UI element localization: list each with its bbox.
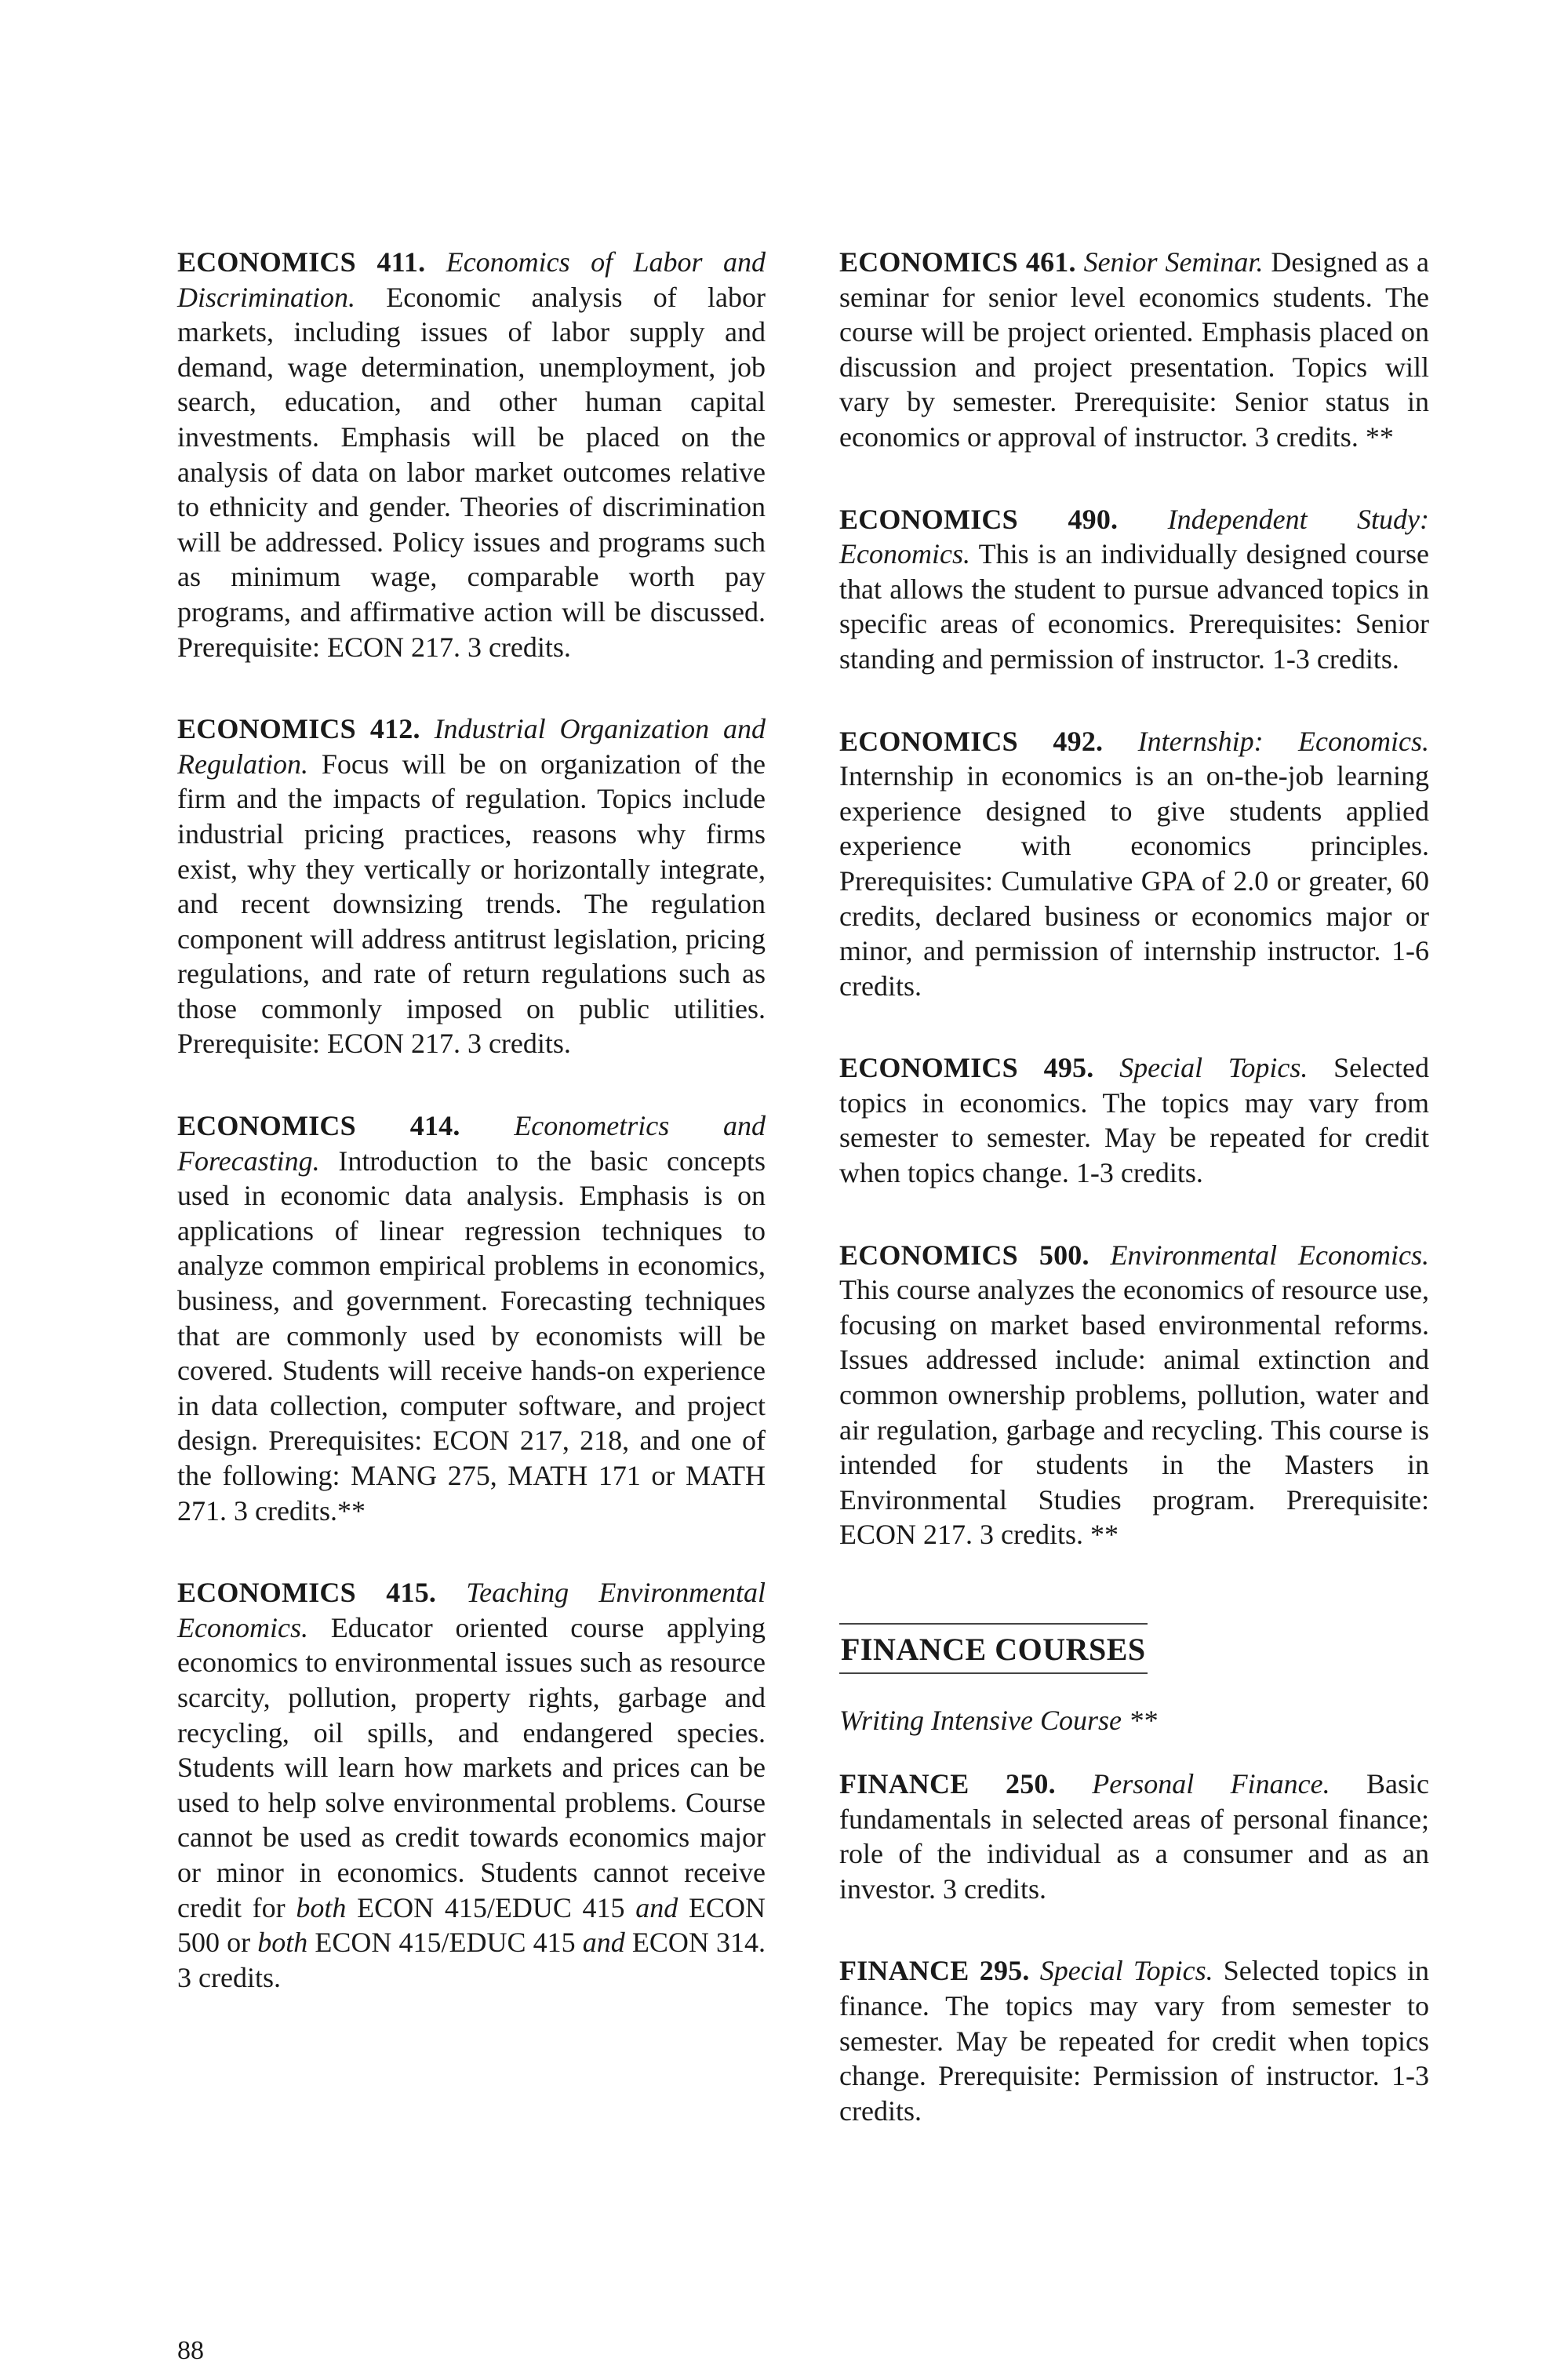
course-code: FINANCE 250. <box>839 1768 1056 1800</box>
course-title: Special Topics. <box>1119 1052 1308 1084</box>
course-entry-econ-492 <box>839 724 1429 1004</box>
course-entry-econ-415 <box>177 1575 766 1995</box>
course-description: Economic analysis of labor markets, including issues of labor supply and demand, wage determination, unemployment, job search, education, and other human capital investments. Emphasis will be placed on the analysis of data on labor market outcomes relative to ethnicity and gender. Theories of discrimination will be addressed. Policy issues and programs such as minimum wage, comparable worth pay programs, and affirmative action will be discussed. Prerequisite: ECON 217. 3 credits. <box>177 281 766 663</box>
course-code: ECONOMICS 500. <box>839 1239 1089 1271</box>
course-title: Special Topics. <box>1039 1955 1213 1987</box>
course-description: This course analyzes the economics of resource use, focusing on market based environmental reforms. Issues addressed include: animal extinction and common ownership problems, pollution, water and air regulation, garbage and recycling. This course is intended for students in the Masters in Environmental Studies program. Prerequisite: ECON 217. 3 credits. ** <box>839 1274 1429 1551</box>
course-entry-econ-490 <box>839 502 1429 677</box>
course-description: Introduction to the basic concepts used in economic data analysis. Emphasis is on applications of linear regression techniques to analyze common empirical problems in economics, business, and government. Forecasting techniques that are commonly used by economists will be covered. Students will receive hands-on experience in data collection, computer software, and project design. Prerequisites: ECON 217, 218, and one of the following: MANG 275, MATH 171 or MATH 271. 3 credits.** <box>177 1145 766 1527</box>
course-code: ECONOMICS 414. <box>177 1110 460 1142</box>
course-description-emphasis: both <box>296 1891 347 1923</box>
course-description-part: ECON 314. 3 credits. <box>177 1927 766 1993</box>
course-description: Selected topics in economics. The topics may vary from semester to semester. May be repeated for credit when topics change. 1-3 credits. <box>839 1052 1430 1189</box>
course-description-part: ECON 500 or <box>177 1891 766 1959</box>
course-entry-fin-250 <box>839 1767 1429 1906</box>
course-code: ECONOMICS 411. <box>177 246 426 278</box>
course-code: ECONOMICS 492. <box>839 725 1104 757</box>
course-code: ECONOMICS 490. <box>839 503 1119 535</box>
course-title: Independent Study: Economics. <box>839 503 1429 570</box>
course-entry-econ-411 <box>177 245 766 664</box>
course-entry-econ-500 <box>839 1238 1429 1552</box>
course-description: Internship in economics is an on-the-job learning experience designed to give students applied experience with economics principles. Prerequisites: Cumulative GPA of 2.0 or greater, 60 credits, declared business or economics major or minor, and permission of internship instructor. 1-6 credits. <box>839 760 1429 1002</box>
course-description: This is an individually designed course that allows the student to pursue advanced topics in specific areas of economics. Prerequisites: Senior standing and permission of instructor. 1-3 credits. <box>839 538 1430 675</box>
course-description-emphasis: both <box>257 1927 308 1959</box>
course-entry-econ-495 <box>839 1050 1429 1190</box>
course-title: Economics of Labor and Discrimination. <box>177 246 766 313</box>
course-code: ECONOMICS 461. <box>839 246 1076 278</box>
page-number: 88 <box>177 2336 204 2365</box>
course-title: Econometrics and Forecasting. <box>177 1110 766 1177</box>
course-title: Environmental Economics. <box>1110 1239 1429 1271</box>
course-title: Teaching Environmental Economics. <box>177 1577 766 1643</box>
course-title: Industrial Organization and Regulation. <box>177 713 766 780</box>
course-title: Personal Finance. <box>1092 1768 1330 1800</box>
writing-intensive-note: Writing Intensive Course ** <box>839 1705 1157 1736</box>
course-description-part: Educator oriented course applying economics to environmental issues such as resource scarcity, pollution, property rights, garbage and recycling, oil spills, and endangered species. Students will learn how markets and prices can be used to help solve environmental problems. Course cannot be used as credit towards economics major or minor in economics. Students cannot receive credit for <box>177 1611 766 1923</box>
right-column <box>839 245 1429 2175</box>
course-description: Basic fundamentals in selected areas of personal finance; role of the individual as a consumer and as an investor. 3 credits. <box>839 1768 1430 1905</box>
course-entry-econ-412 <box>177 711 766 1061</box>
section-heading-finance: FINANCE COURSES <box>839 1623 1148 1674</box>
left-column <box>177 245 766 2042</box>
course-description: Focus will be on organization of the firm and the impacts of regulation. Topics include industrial pricing practices, reasons why firms exist, why they vertically or horizontally integrate, and recent downsizing trends. The regulation component will address antitrust legislation, pricing regulations, and rate of return regulations such as those commonly imposed on public utilities. Prerequisite: ECON 217. 3 credits. <box>177 748 766 1060</box>
course-description: Designed as a seminar for senior level economics students. The course will be project oriented. Emphasis placed on discussion and project presentation. Topics will vary by semester. Prerequisite: Senior status in economics or approval of instructor. 3 credits. ** <box>839 246 1430 453</box>
course-description-part: ECON 415/EDUC 415 <box>346 1891 636 1923</box>
course-code: ECONOMICS 495. <box>839 1052 1094 1084</box>
course-description: Selected topics in finance. The topics may vary from semester to semester. May be repeated for credit when topics change. Prerequisite: Permission of instructor. 1-3 credits. <box>839 1955 1430 2127</box>
course-title: Internship: Economics. <box>1137 725 1430 757</box>
course-title: Senior Seminar. <box>1083 246 1264 278</box>
course-entry-econ-461 <box>839 245 1429 455</box>
course-code: ECONOMICS 415. <box>177 1577 437 1609</box>
course-description-part: ECON 415/EDUC 415 <box>307 1927 583 1959</box>
course-entry-econ-414 <box>177 1108 766 1528</box>
course-entry-fin-295 <box>839 1953 1429 2128</box>
course-description-emphasis: and <box>635 1891 678 1923</box>
course-code: ECONOMICS 412. <box>177 713 420 745</box>
course-description-emphasis: and <box>582 1927 625 1959</box>
course-code: FINANCE 295. <box>839 1955 1030 1987</box>
